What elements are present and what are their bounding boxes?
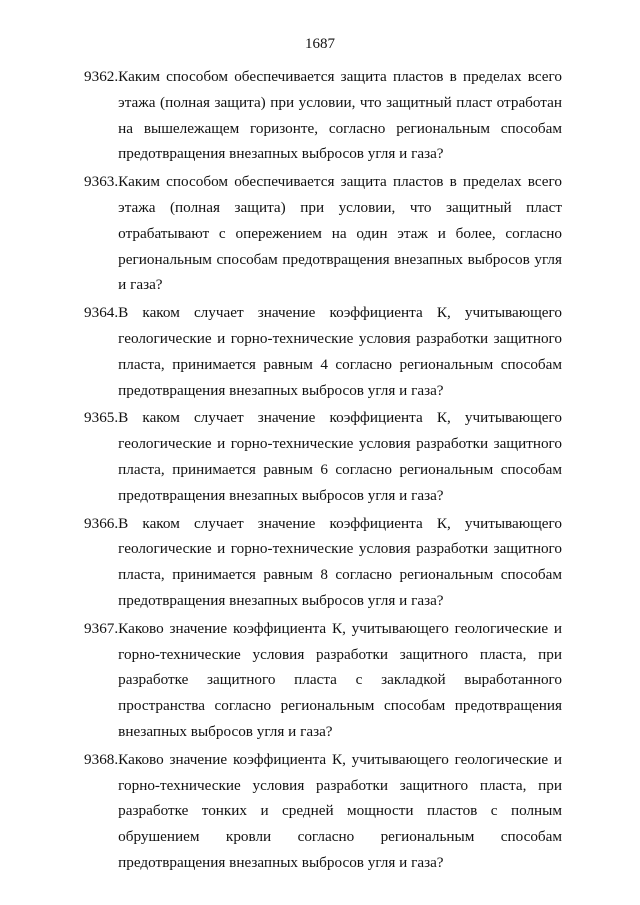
question-text: Каким способом обеспечивается защита пластов в пределах всего этажа (полная защита) при условии, что защитный пласт отрабатывают с опережением на один этаж и более, согласно региональным способам предотвращения внезапных выбросов угля и газа?	[118, 173, 562, 294]
question-item	[84, 64, 562, 167]
question-list	[84, 64, 562, 878]
question-text: Каково значение коэффициента К, учитывающего геологические и горно-технические условия разработки защитного пласта, при разработке тонких и средней мощности пластов с полным обрушением кровли согласно региональным способам предотвращения внезапных выбросов угля и газа?	[118, 750, 562, 871]
question-number: 9367.	[84, 619, 119, 637]
question-item	[84, 511, 562, 614]
question-item	[84, 405, 562, 508]
question-number: 9366.	[84, 514, 119, 532]
question-text: В каком случает значение коэффициента К, учитывающего геологические и горно-технические условия разработки защитного пласта, принимается равным 4 согласно региональным способам предотвращения внезапных выбросов угля и газа?	[118, 304, 562, 399]
question-number: 9362.	[84, 68, 119, 85]
question-item	[84, 616, 562, 745]
question-number: 9365.	[84, 409, 119, 427]
question-text: В каком случает значение коэффициента К, учитывающего геологические и горно-технические условия разработки защитного пласта, принимается равным 8 согласно региональным способам предотвращения внезапных выбросов угля и газа?	[118, 514, 562, 609]
question-number: 9363.	[84, 173, 119, 191]
question-text: В каком случает значение коэффициента К, учитывающего геологические и горно-технические условия разработки защитного пласта, принимается равным 6 согласно региональным способам предотвращения внезапных выбросов угля и газа?	[118, 409, 562, 504]
question-item	[84, 169, 562, 298]
question-text: Каково значение коэффициента К, учитывающего геологические и горно-технические условия разработки защитного пласта, при разработке защитного пласта с закладкой выработанного пространства согласно региональным способам предотвращения внезапных выбросов угля и газа?	[118, 619, 562, 740]
question-number: 9364.	[84, 304, 119, 322]
question-number: 9368.	[84, 750, 119, 768]
question-item	[84, 747, 562, 876]
page-number: 1687	[305, 36, 335, 52]
question-item	[84, 300, 562, 403]
question-text: Каким способом обеспечивается защита пластов в пределах всего этажа (полная защита) при условии, что защитный пласт отработан на вышележащем горизонте, согласно региональным способам предотвращения внезапных выбросов угля и газа?	[118, 68, 562, 163]
